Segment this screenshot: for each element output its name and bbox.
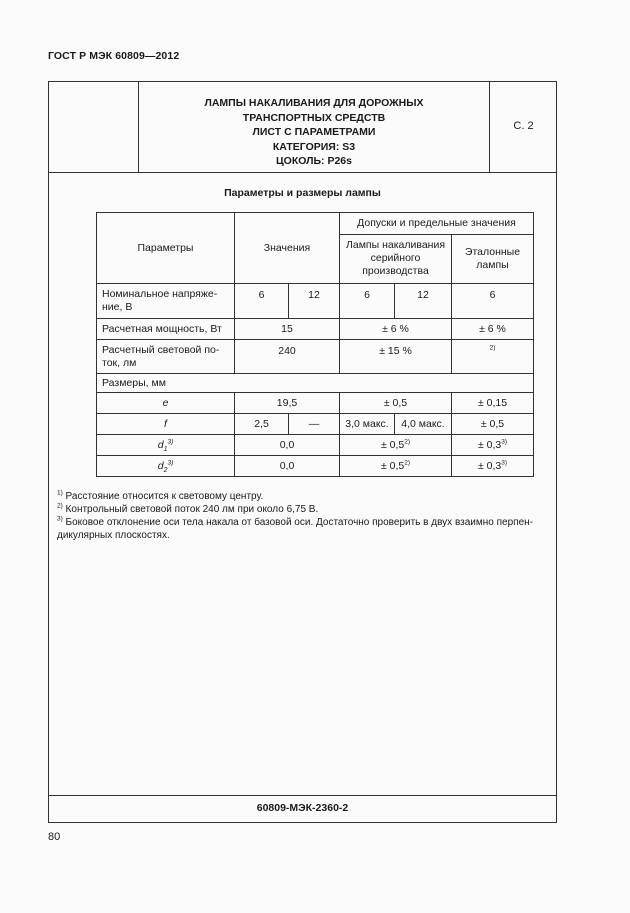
flux-ref-note: 2) [489,344,496,352]
standard-code: ГОСТ Р МЭК 60809—2012 [48,50,180,62]
table-row [97,414,534,435]
page-number: 80 [48,831,61,843]
cell-d2-value: 0,0 [235,456,340,477]
sheet-header [49,82,556,173]
footnote: $^{2)}$ Контрольный световой поток 240 лм при около 6,75 В. [57,502,319,515]
parameters-table [96,212,534,477]
cell-e-value: 19,5 [235,393,340,414]
cell-d2-serial: ± $0,5^{2)}$ [340,456,452,477]
header-tolerances: Допуски и предельные значения [340,213,534,235]
table-row [97,456,534,477]
cell-power-serial: ± 6 % [340,319,452,340]
title-line-2: ТРАНСПОРТНЫХ СРЕДСТВ [242,111,386,124]
cell-d1-value: 0,0 [235,435,340,456]
cell-f-s2: 4,0 макс. [395,414,452,435]
title-line-3: ЛИСТ С ПАРАМЕТРАМИ [252,126,376,138]
cell-e-serial: ± 0,5 [340,393,452,414]
cell-f-v2: — [289,414,340,435]
section-title: Параметры и размеры лампы [224,187,381,199]
table-header-row [97,213,534,235]
header-left-cell [49,82,139,172]
footnotes [57,490,552,542]
footer-divider [49,795,556,796]
sheet-frame [48,81,557,823]
row-label-d2: $d_2^{3)}$ [97,456,235,477]
row-label-flux: Расчетный световой по-ток, лм [97,340,235,374]
header-reference-lamps: Эталонные лампы [452,234,534,283]
cell-d1-ref: ± $0,3^{3)}$ [452,435,534,456]
footnote: $^{3)}$ Боковое отклонение оси тела накала от базовой оси. Достаточно проверить в двух взаимно перпен-дикулярных плоскостях. [57,515,533,541]
table-row [97,319,534,340]
row-label-power: Расчетная мощность, Вт [97,319,235,340]
table-row [97,340,534,374]
cell-d2-ref: ± $0,3^{3)}$ [452,456,534,477]
header-values: Значения [235,213,340,284]
cell-f-s1: 3,0 макс. [340,414,395,435]
cell-d1-serial: ± $0,5^{2)}$ [340,435,452,456]
cell-f-ref: ± 0,5 [452,414,534,435]
cell-voltage-s2: 12 [395,284,452,319]
row-label-voltage: Номинальное напряже-ние, В [97,284,235,319]
cell-power-value: 15 [235,319,340,340]
cell-voltage-ref: 6 [452,284,534,319]
sheet-code: 60809-МЭК-2360-2 [256,802,349,814]
cell-flux-serial: ± 15 % [340,340,452,374]
row-label-e: e [97,393,235,414]
sheet-title [139,96,489,169]
cell-e-ref: ± 0,15 [452,393,534,414]
sheet-page-ref: С. 2 [513,120,534,132]
table-row [97,284,534,319]
cell-flux-ref [452,340,534,374]
header-serial-lamps: Лампы накаливания серийного производства [340,234,452,283]
header-parameters: Параметры [97,213,235,284]
cell-flux-value: 240 [235,340,340,374]
cell-voltage-v2: 12 [289,284,340,319]
title-line-5: ЦОКОЛЬ: P26s [275,155,352,167]
header-right-cell [489,82,557,172]
cell-power-ref: ± 6 % [452,319,534,340]
row-label-dims: Размеры, мм [97,374,534,393]
table-row [97,435,534,456]
table-row [97,374,534,393]
footnote: $^{1)}$ Расстояние относится к световому центру. [57,489,264,502]
title-line-4: КАТЕГОРИЯ: S3 [272,140,356,153]
cell-voltage-v1: 6 [235,284,289,319]
row-label-f: f [97,414,235,435]
row-label-d1: $d_1^{3)}$ [97,435,235,456]
cell-voltage-s1: 6 [340,284,395,319]
cell-f-v1: 2,5 [235,414,289,435]
table-row [97,393,534,414]
title-line-1: ЛАМПЫ НАКАЛИВАНИЯ ДЛЯ ДОРОЖНЫХ [204,97,424,109]
